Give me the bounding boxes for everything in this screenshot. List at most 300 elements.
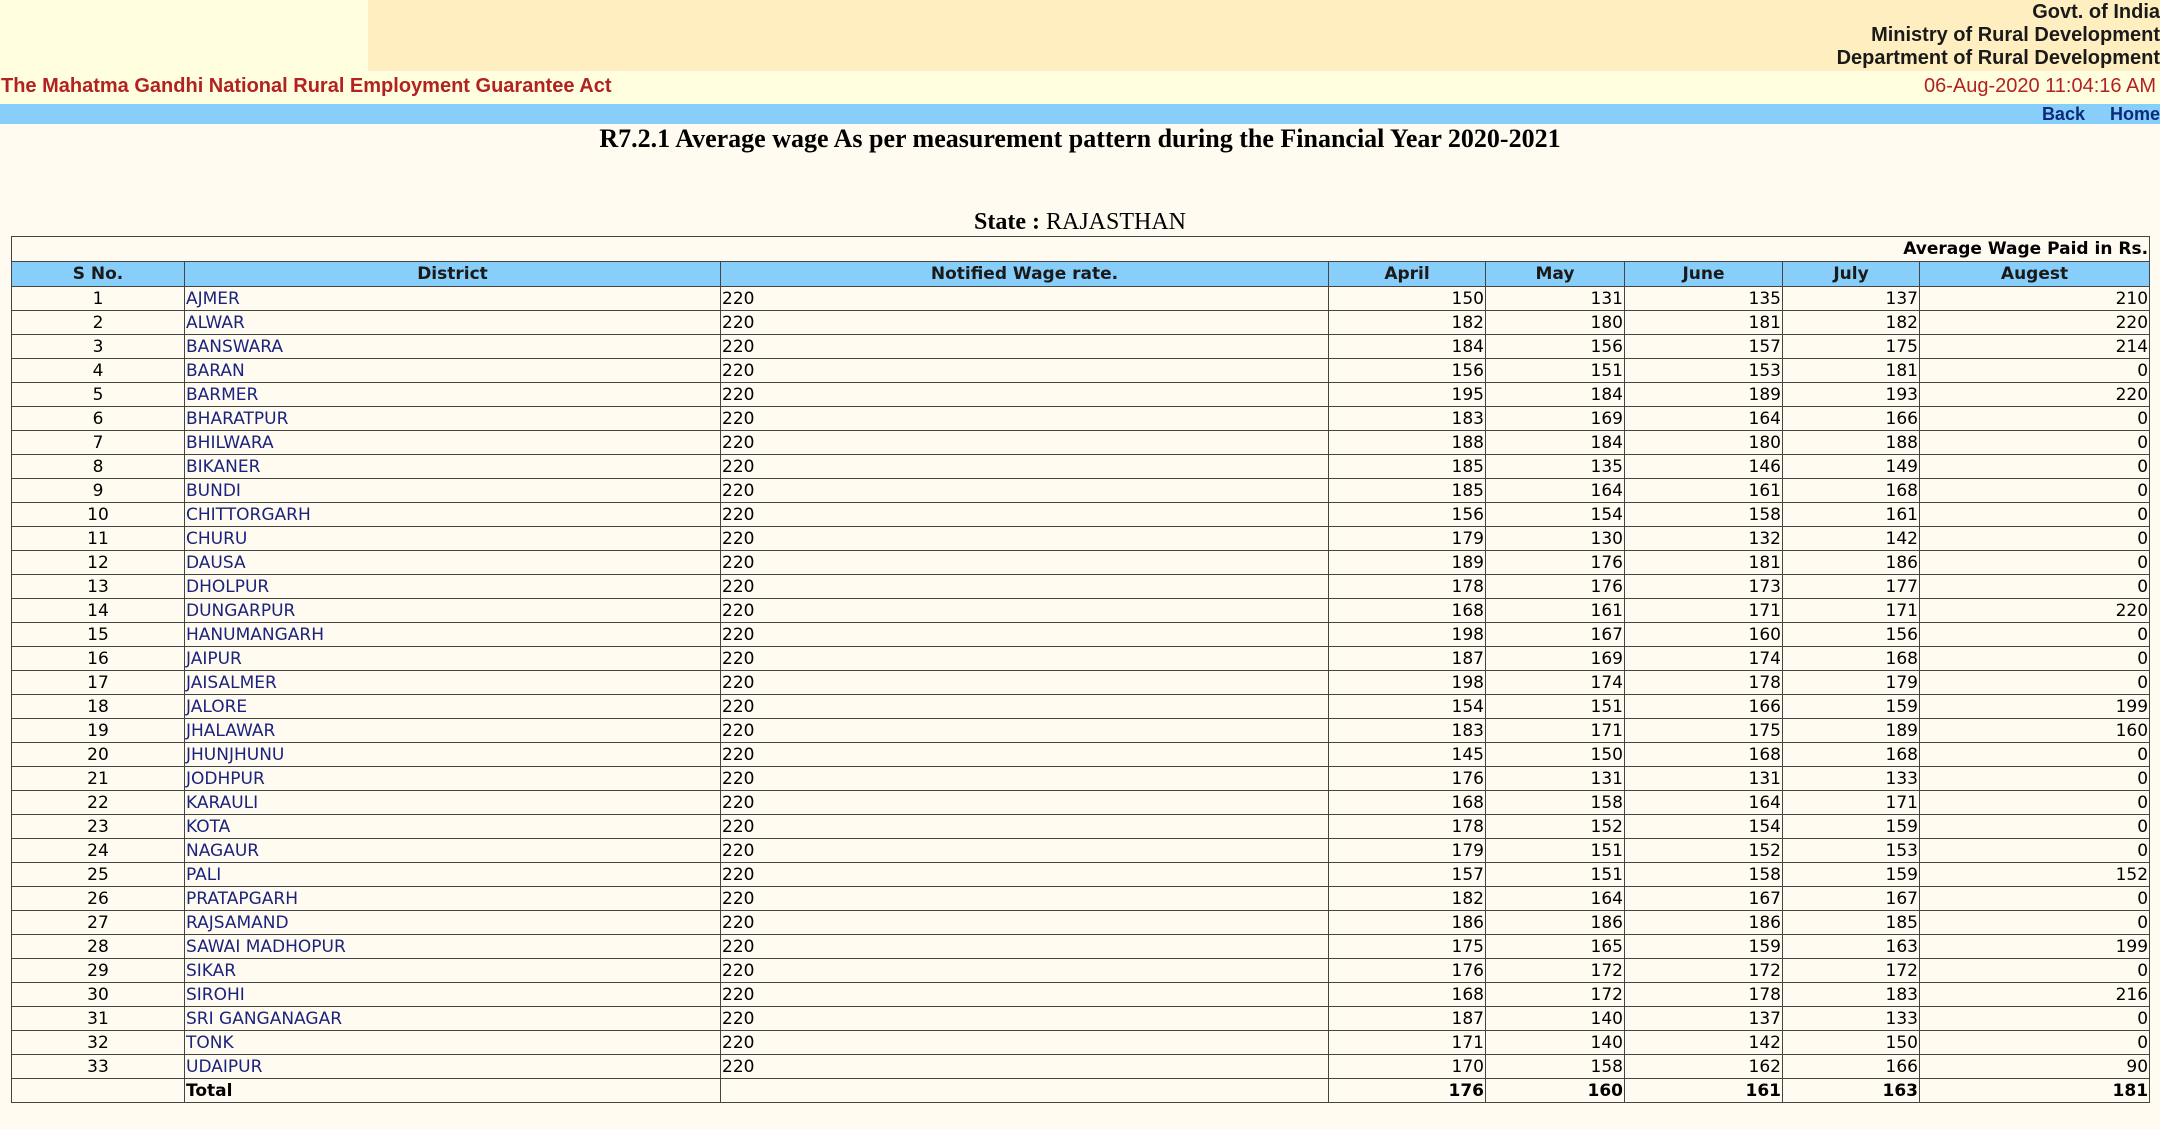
district-link[interactable]: BIKANER — [186, 456, 261, 477]
sno-cell: 17 — [12, 671, 185, 695]
wage-rate-cell: 220 — [721, 599, 1329, 623]
august-cell: 152 — [1920, 863, 2150, 887]
april-cell: 168 — [1329, 983, 1486, 1007]
district-cell — [185, 479, 721, 503]
july-cell: 159 — [1783, 815, 1920, 839]
district-cell — [185, 839, 721, 863]
sno-cell: 30 — [12, 983, 185, 1007]
sno-cell: 10 — [12, 503, 185, 527]
may-cell: 169 — [1486, 647, 1625, 671]
may-cell: 176 — [1486, 575, 1625, 599]
june-cell: 186 — [1625, 911, 1783, 935]
june-cell: 152 — [1625, 839, 1783, 863]
wage-rate-cell: 220 — [721, 383, 1329, 407]
may-cell: 174 — [1486, 671, 1625, 695]
june-cell: 181 — [1625, 551, 1783, 575]
table-row — [12, 695, 2150, 719]
april-cell: 179 — [1329, 839, 1486, 863]
sno-cell: 26 — [12, 887, 185, 911]
june-cell: 173 — [1625, 575, 1783, 599]
wage-rate-cell: 220 — [721, 623, 1329, 647]
col-header-wage-rate: Notified Wage rate. — [721, 262, 1329, 287]
total-may: 160 — [1486, 1079, 1625, 1103]
august-cell: 0 — [1920, 887, 2150, 911]
timestamp: 06-Aug-2020 11:04:16 AM — [1923, 75, 2156, 97]
district-link[interactable]: JHUNJHUNU — [186, 744, 285, 765]
july-cell: 137 — [1783, 287, 1920, 311]
wage-rate-cell: 220 — [721, 719, 1329, 743]
wage-rate-cell: 220 — [721, 983, 1329, 1007]
district-link[interactable]: TONK — [186, 1032, 234, 1053]
may-cell: 169 — [1486, 407, 1625, 431]
total-label: Total — [185, 1079, 721, 1103]
district-cell — [185, 983, 721, 1007]
july-cell: 171 — [1783, 599, 1920, 623]
wage-rate-cell: 220 — [721, 1031, 1329, 1055]
total-august: 181 — [1920, 1079, 2150, 1103]
july-cell: 153 — [1783, 839, 1920, 863]
august-cell: 0 — [1920, 839, 2150, 863]
july-cell: 172 — [1783, 959, 1920, 983]
district-cell — [185, 551, 721, 575]
june-cell: 164 — [1625, 407, 1783, 431]
july-cell: 163 — [1783, 935, 1920, 959]
august-cell: 0 — [1920, 1031, 2150, 1055]
gov-line-3: Department of Rural Development — [1836, 47, 2160, 69]
june-cell: 172 — [1625, 959, 1783, 983]
april-cell: 185 — [1329, 455, 1486, 479]
august-cell: 0 — [1920, 815, 2150, 839]
table-row — [12, 1055, 2150, 1079]
august-cell: 199 — [1920, 935, 2150, 959]
april-cell: 170 — [1329, 1055, 1486, 1079]
total-rate-cell — [721, 1079, 1329, 1103]
table-row — [12, 551, 2150, 575]
june-cell: 175 — [1625, 719, 1783, 743]
state-label: State : — [974, 209, 1040, 235]
district-cell — [185, 887, 721, 911]
district-cell — [185, 287, 721, 311]
april-cell: 183 — [1329, 407, 1486, 431]
table-row — [12, 767, 2150, 791]
table-row — [12, 1031, 2150, 1055]
table-row — [12, 599, 2150, 623]
june-cell: 161 — [1625, 479, 1783, 503]
sno-cell: 13 — [12, 575, 185, 599]
total-june: 161 — [1625, 1079, 1783, 1103]
district-link[interactable]: BANSWARA — [186, 336, 284, 357]
july-cell: 181 — [1783, 359, 1920, 383]
district-link[interactable]: SAWAI MADHOPUR — [186, 936, 346, 957]
district-link[interactable]: AJMER — [186, 288, 240, 309]
july-cell: 182 — [1783, 311, 1920, 335]
district-link[interactable]: KARAULI — [186, 792, 259, 813]
district-link[interactable]: BUNDI — [186, 480, 241, 501]
june-cell: 181 — [1625, 311, 1783, 335]
table-row — [12, 527, 2150, 551]
august-cell: 0 — [1920, 407, 2150, 431]
back-link[interactable]: Back — [2041, 104, 2085, 124]
july-cell: 193 — [1783, 383, 1920, 407]
may-cell: 164 — [1486, 887, 1625, 911]
august-cell: 0 — [1920, 503, 2150, 527]
wage-rate-cell: 220 — [721, 791, 1329, 815]
col-header-july: July — [1783, 262, 1920, 287]
wage-rate-cell: 220 — [721, 527, 1329, 551]
july-cell: 166 — [1783, 1055, 1920, 1079]
district-link[interactable]: ALWAR — [186, 312, 245, 333]
sno-cell: 11 — [12, 527, 185, 551]
april-cell: 182 — [1329, 311, 1486, 335]
april-cell: 186 — [1329, 911, 1486, 935]
table-row — [12, 647, 2150, 671]
act-title: The Mahatma Gandhi National Rural Employment Guarantee Act — [1, 75, 612, 97]
august-cell: 0 — [1920, 791, 2150, 815]
june-cell: 171 — [1625, 599, 1783, 623]
august-cell: 0 — [1920, 479, 2150, 503]
june-cell: 146 — [1625, 455, 1783, 479]
august-cell: 0 — [1920, 431, 2150, 455]
sno-cell: 31 — [12, 1007, 185, 1031]
district-cell — [185, 647, 721, 671]
table-row — [12, 287, 2150, 311]
july-cell: 166 — [1783, 407, 1920, 431]
header-banner — [0, 0, 2160, 71]
col-header-district: District — [185, 262, 721, 287]
july-cell: 159 — [1783, 863, 1920, 887]
wage-rate-cell: 220 — [721, 575, 1329, 599]
home-link[interactable]: Home — [2109, 104, 2160, 124]
district-link[interactable]: BHILWARA — [186, 432, 274, 453]
april-cell: 187 — [1329, 1007, 1486, 1031]
wage-rate-cell: 220 — [721, 671, 1329, 695]
april-cell: 156 — [1329, 503, 1486, 527]
report-title: R7.2.1 Average wage As per measurement pattern during the Financial Year 2020-2021 — [599, 124, 1561, 153]
district-link[interactable]: BARMER — [186, 384, 259, 405]
sno-cell: 15 — [12, 623, 185, 647]
august-cell: 216 — [1920, 983, 2150, 1007]
may-cell: 151 — [1486, 863, 1625, 887]
wage-rate-cell: 220 — [721, 311, 1329, 335]
district-link[interactable]: KOTA — [186, 816, 231, 837]
wage-rate-cell: 220 — [721, 407, 1329, 431]
april-cell: 179 — [1329, 527, 1486, 551]
table-row — [12, 887, 2150, 911]
wage-rate-cell: 220 — [721, 287, 1329, 311]
june-cell: 132 — [1625, 527, 1783, 551]
june-cell: 131 — [1625, 767, 1783, 791]
august-cell: 0 — [1920, 959, 2150, 983]
june-cell: 167 — [1625, 887, 1783, 911]
wage-rate-cell: 220 — [721, 815, 1329, 839]
may-cell: 140 — [1486, 1031, 1625, 1055]
wage-rate-cell: 220 — [721, 695, 1329, 719]
district-cell — [185, 527, 721, 551]
wage-rate-cell: 220 — [721, 1007, 1329, 1031]
may-cell: 151 — [1486, 359, 1625, 383]
june-cell: 178 — [1625, 983, 1783, 1007]
july-cell: 168 — [1783, 743, 1920, 767]
june-cell: 158 — [1625, 863, 1783, 887]
district-cell — [185, 767, 721, 791]
may-cell: 156 — [1486, 335, 1625, 359]
may-cell: 172 — [1486, 983, 1625, 1007]
table-row — [12, 383, 2150, 407]
district-link[interactable]: JALORE — [186, 696, 248, 717]
col-header-august: Augest — [1920, 262, 2150, 287]
may-cell: 150 — [1486, 743, 1625, 767]
district-link[interactable]: BHARATPUR — [186, 408, 289, 429]
august-cell: 0 — [1920, 647, 2150, 671]
table-row — [12, 935, 2150, 959]
table-header-row — [12, 262, 2150, 287]
district-cell — [185, 455, 721, 479]
district-cell — [185, 431, 721, 455]
wage-rate-cell: 220 — [721, 647, 1329, 671]
wage-rate-cell: 220 — [721, 335, 1329, 359]
april-cell: 185 — [1329, 479, 1486, 503]
wage-rate-cell: 220 — [721, 887, 1329, 911]
total-july: 163 — [1783, 1079, 1920, 1103]
april-cell: 171 — [1329, 1031, 1486, 1055]
june-cell: 164 — [1625, 791, 1783, 815]
may-cell: 151 — [1486, 839, 1625, 863]
table-row — [12, 671, 2150, 695]
august-cell: 0 — [1920, 575, 2150, 599]
header-left-panel — [0, 0, 368, 71]
wage-rate-cell: 220 — [721, 1055, 1329, 1079]
august-cell: 160 — [1920, 719, 2150, 743]
district-link[interactable]: JAIPUR — [186, 648, 242, 669]
gov-line-1: Govt. of India — [2032, 1, 2160, 23]
table-row — [12, 359, 2150, 383]
july-cell: 183 — [1783, 983, 1920, 1007]
act-row — [0, 71, 2160, 104]
july-cell: 185 — [1783, 911, 1920, 935]
july-cell: 142 — [1783, 527, 1920, 551]
august-cell: 214 — [1920, 335, 2150, 359]
sno-cell: 29 — [12, 959, 185, 983]
district-cell — [185, 407, 721, 431]
april-cell: 183 — [1329, 719, 1486, 743]
april-cell: 195 — [1329, 383, 1486, 407]
sno-cell: 1 — [12, 287, 185, 311]
sno-cell: 18 — [12, 695, 185, 719]
july-cell: 156 — [1783, 623, 1920, 647]
may-cell: 130 — [1486, 527, 1625, 551]
table-row — [12, 407, 2150, 431]
july-cell: 167 — [1783, 887, 1920, 911]
sno-cell: 14 — [12, 599, 185, 623]
sno-cell: 28 — [12, 935, 185, 959]
july-cell: 159 — [1783, 695, 1920, 719]
april-cell: 187 — [1329, 647, 1486, 671]
sno-cell: 32 — [12, 1031, 185, 1055]
district-link[interactable]: SIKAR — [186, 960, 237, 981]
sno-cell: 19 — [12, 719, 185, 743]
july-cell: 189 — [1783, 719, 1920, 743]
june-cell: 137 — [1625, 1007, 1783, 1031]
district-link[interactable]: PRATAPGARH — [186, 888, 299, 909]
august-cell: 199 — [1920, 695, 2150, 719]
may-cell: 161 — [1486, 599, 1625, 623]
table-row — [12, 791, 2150, 815]
district-link[interactable]: UDAIPUR — [186, 1056, 263, 1077]
table-row — [12, 959, 2150, 983]
district-link[interactable]: HANUMANGARH — [186, 624, 324, 645]
wage-rate-cell: 220 — [721, 551, 1329, 575]
july-cell: 177 — [1783, 575, 1920, 599]
district-link[interactable]: PALI — [186, 864, 222, 885]
wage-rate-cell: 220 — [721, 479, 1329, 503]
may-cell: 165 — [1486, 935, 1625, 959]
district-cell — [185, 503, 721, 527]
sno-cell: 5 — [12, 383, 185, 407]
june-cell: 180 — [1625, 431, 1783, 455]
district-cell — [185, 359, 721, 383]
table-caption: Average Wage Paid in Rs. — [12, 237, 2150, 262]
district-link[interactable]: RAJSAMAND — [186, 912, 289, 933]
table-row — [12, 815, 2150, 839]
district-cell — [185, 695, 721, 719]
june-cell: 154 — [1625, 815, 1783, 839]
table-caption-row — [12, 237, 2150, 262]
district-cell — [185, 743, 721, 767]
district-link[interactable]: DUNGARPUR — [186, 600, 296, 621]
july-cell: 175 — [1783, 335, 1920, 359]
district-link[interactable]: CHURU — [186, 528, 248, 549]
district-cell — [185, 863, 721, 887]
sno-cell: 7 — [12, 431, 185, 455]
district-link[interactable]: SRI GANGANAGAR — [186, 1008, 343, 1029]
table-body — [12, 287, 2150, 1079]
district-link[interactable]: JODHPUR — [186, 768, 265, 789]
col-header-may: May — [1486, 262, 1625, 287]
sno-cell: 21 — [12, 767, 185, 791]
august-cell: 220 — [1920, 599, 2150, 623]
col-header-june: June — [1625, 262, 1783, 287]
district-link[interactable]: BARAN — [186, 360, 245, 381]
sno-cell: 27 — [12, 911, 185, 935]
august-cell: 0 — [1920, 743, 2150, 767]
april-cell: 145 — [1329, 743, 1486, 767]
sno-cell: 6 — [12, 407, 185, 431]
table-row — [12, 623, 2150, 647]
sno-cell: 20 — [12, 743, 185, 767]
wage-rate-cell: 220 — [721, 359, 1329, 383]
june-cell: 178 — [1625, 671, 1783, 695]
sno-cell: 2 — [12, 311, 185, 335]
table-row — [12, 719, 2150, 743]
april-cell: 178 — [1329, 575, 1486, 599]
district-cell — [185, 1031, 721, 1055]
july-cell: 150 — [1783, 1031, 1920, 1055]
district-link[interactable]: JHALAWAR — [186, 720, 276, 741]
may-cell: 131 — [1486, 767, 1625, 791]
government-lines — [1837, 1, 2160, 70]
june-cell: 159 — [1625, 935, 1783, 959]
district-cell — [185, 911, 721, 935]
july-cell: 171 — [1783, 791, 1920, 815]
may-cell: 158 — [1486, 791, 1625, 815]
june-cell: 153 — [1625, 359, 1783, 383]
table-row — [12, 311, 2150, 335]
july-cell: 186 — [1783, 551, 1920, 575]
district-cell — [185, 623, 721, 647]
sno-cell: 8 — [12, 455, 185, 479]
district-cell — [185, 815, 721, 839]
district-cell — [185, 1007, 721, 1031]
total-sno-cell — [12, 1079, 185, 1103]
april-cell: 184 — [1329, 335, 1486, 359]
wage-rate-cell: 220 — [721, 455, 1329, 479]
april-cell: 150 — [1329, 287, 1486, 311]
april-cell: 189 — [1329, 551, 1486, 575]
august-cell: 0 — [1920, 623, 2150, 647]
august-cell: 0 — [1920, 671, 2150, 695]
table-row — [12, 335, 2150, 359]
april-cell: 198 — [1329, 671, 1486, 695]
june-cell: 162 — [1625, 1055, 1783, 1079]
may-cell: 171 — [1486, 719, 1625, 743]
district-link[interactable]: DAUSA — [186, 552, 246, 573]
may-cell: 154 — [1486, 503, 1625, 527]
district-link[interactable]: JAISALMER — [186, 672, 277, 693]
district-cell — [185, 599, 721, 623]
may-cell: 172 — [1486, 959, 1625, 983]
may-cell: 152 — [1486, 815, 1625, 839]
may-cell: 184 — [1486, 431, 1625, 455]
wage-rate-cell: 220 — [721, 959, 1329, 983]
june-cell: 166 — [1625, 695, 1783, 719]
august-cell: 0 — [1920, 359, 2150, 383]
table-row — [12, 431, 2150, 455]
wage-rate-cell: 220 — [721, 863, 1329, 887]
wage-rate-cell: 220 — [721, 935, 1329, 959]
may-cell: 164 — [1486, 479, 1625, 503]
july-cell: 168 — [1783, 647, 1920, 671]
august-cell: 0 — [1920, 1007, 2150, 1031]
may-cell: 135 — [1486, 455, 1625, 479]
sno-cell: 4 — [12, 359, 185, 383]
august-cell: 210 — [1920, 287, 2150, 311]
district-link[interactable]: SIROHI — [186, 984, 245, 1005]
table-row — [12, 503, 2150, 527]
district-link[interactable]: CHITTORGARH — [186, 504, 311, 525]
april-cell: 156 — [1329, 359, 1486, 383]
sno-cell: 33 — [12, 1055, 185, 1079]
may-cell: 180 — [1486, 311, 1625, 335]
table-row — [12, 911, 2150, 935]
april-cell: 157 — [1329, 863, 1486, 887]
august-cell: 220 — [1920, 311, 2150, 335]
district-cell — [185, 959, 721, 983]
gov-line-2: Ministry of Rural Development — [1871, 24, 2160, 46]
table-row — [12, 839, 2150, 863]
district-link[interactable]: DHOLPUR — [186, 576, 270, 597]
district-link[interactable]: NAGAUR — [186, 840, 260, 861]
district-cell — [185, 383, 721, 407]
august-cell: 0 — [1920, 911, 2150, 935]
april-cell: 178 — [1329, 815, 1486, 839]
sno-cell: 22 — [12, 791, 185, 815]
sno-cell: 12 — [12, 551, 185, 575]
district-cell — [185, 791, 721, 815]
may-cell: 184 — [1486, 383, 1625, 407]
august-cell: 220 — [1920, 383, 2150, 407]
july-cell: 133 — [1783, 1007, 1920, 1031]
wage-rate-cell: 220 — [721, 431, 1329, 455]
